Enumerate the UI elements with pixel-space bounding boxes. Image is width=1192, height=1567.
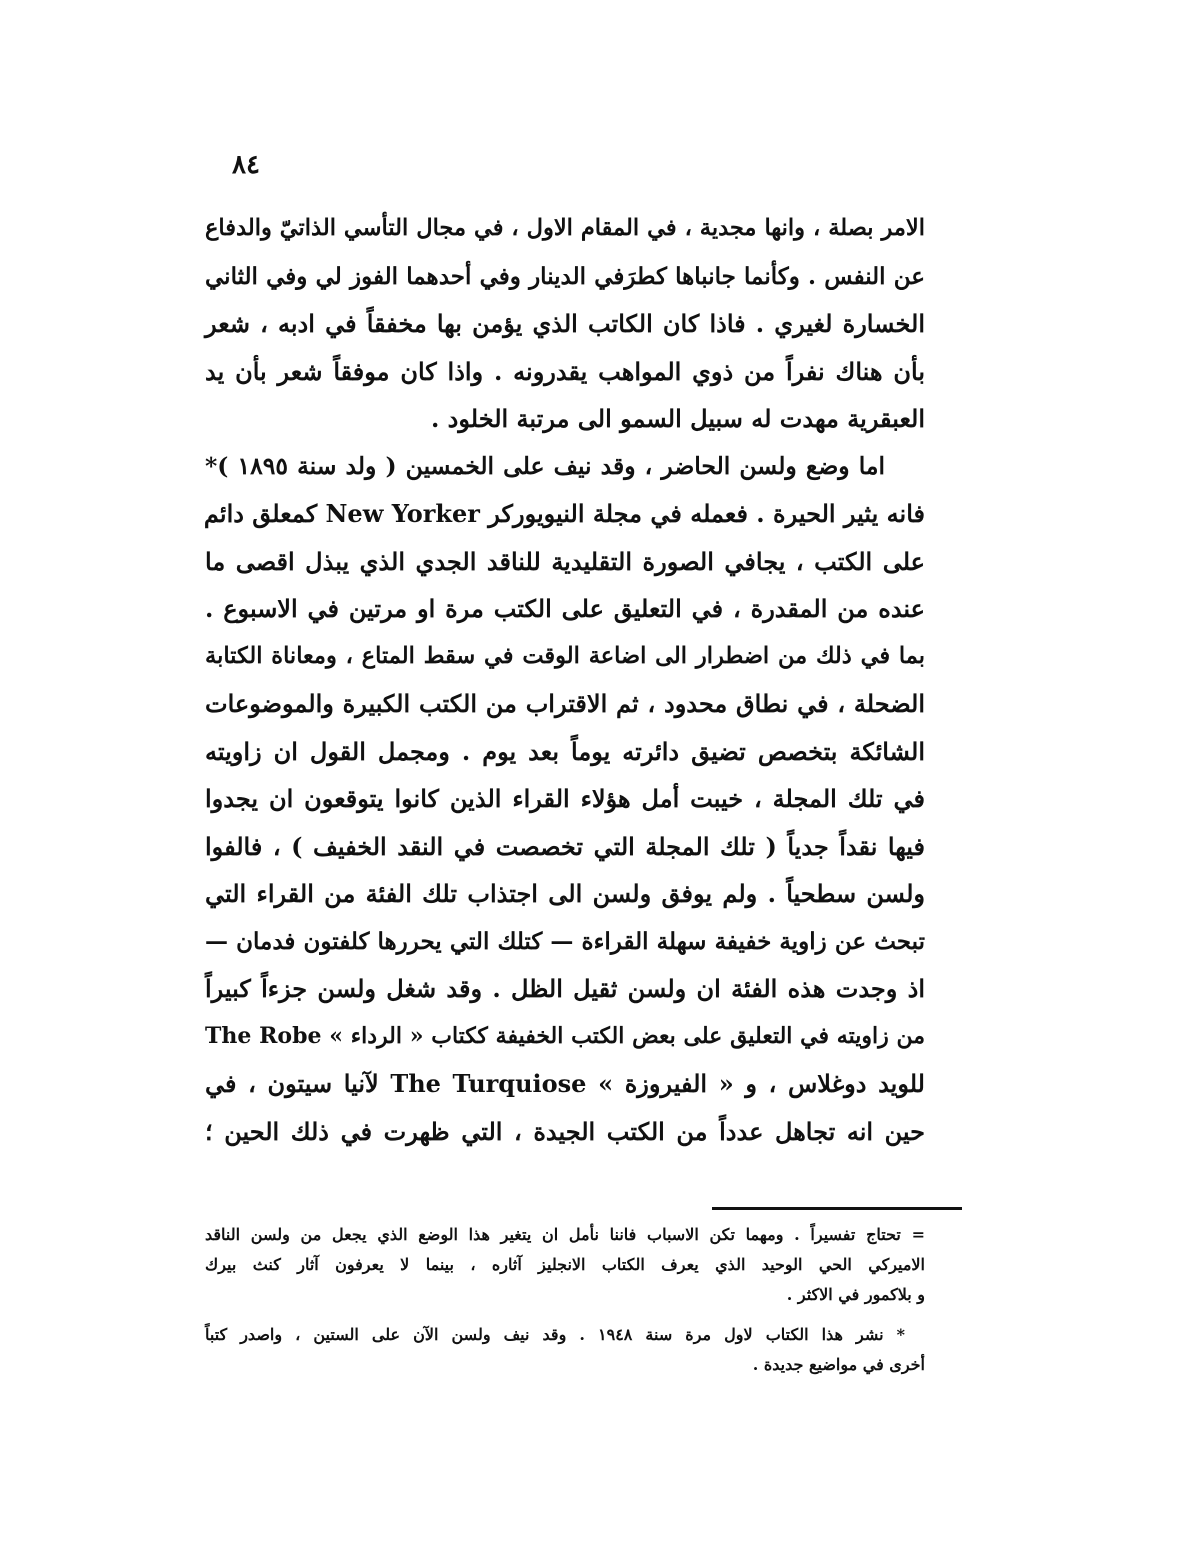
text-line: بأن هناك نفراً من ذوي المواهب يقدرونه . واذا كان موفقاً شعر بأن يد [205, 356, 925, 386]
footnote-divider [712, 1207, 962, 1210]
text-line: عنده من المقدرة ، في التعليق على الكتب مرة او مرتين في الاسبوع . [205, 594, 925, 623]
text-line: الخسارة لغيري . فاذا كان الكاتب الذي يؤمن بها مخفقاً في ادبه ، شعر [205, 309, 925, 338]
text-line: الشائكة بتخصص تضيق دائرته يوماً بعد يوم . ومجمل القول ان زاويته [205, 736, 925, 766]
body-text [205, 205, 925, 1155]
text-line: ولسن سطحياً . ولم يوفق ولسن الى اجتذاب تلك الفئة من القراء التي [205, 879, 925, 908]
text-line: للويد دوغلاس ، و « الفيروزة » The Turquiose لآنيا سيتون ، في [205, 1069, 925, 1098]
paragraph-1 [205, 205, 925, 443]
text-line: بما في ذلك من اضطرار الى اضاعة الوقت في سقط المتاع ، ومعاناة الكتابة [205, 642, 925, 669]
text-line: من زاويته في التعليق على بعض الكتب الخفيفة ككتاب « الرداء » The Robe [205, 1022, 925, 1049]
text-line: فانه يثير الحيرة . فعمله في مجلة النيويوركر New Yorker كمعلق دائم [203, 499, 925, 528]
footnote-line: = تحتاج تفسيراً . ومهما تكن الاسباب فاننا نأمل ان يتغير هذا الوضع الذي يجعل من ولسن الناقد [205, 1225, 925, 1244]
text-line: في تلك المجلة ، خيبت أمل هؤلاء القراء الذين كانوا يتوقعون ان يجدوا [205, 784, 925, 813]
paragraph-2 [205, 443, 925, 1156]
text-line: فيها نقداً جدياً ( تلك المجلة التي تخصصت في النقد الخفيف ) ، فالفوا [205, 831, 925, 861]
text-line: تبحث عن زاوية خفيفة سهلة القراءة — كتلك التي يحررها كلفتون فدمان — [205, 927, 925, 955]
text-line: اذ وجدت هذه الفئة ان ولسن ثقيل الظل . وقد شغل ولسن جزءاً كبيراً [205, 974, 925, 1003]
footnote-continued [205, 1220, 925, 1310]
text-line: الضحلة ، في نطاق محدود ، ثم الاقتراب من الكتب الكبيرة والموضوعات [205, 689, 925, 718]
footnote-line: أخرى في مواضيع جديدة . [752, 1355, 925, 1374]
text-line: اما وضع ولسن الحاضر ، وقد نيف على الخمسين ( ولد سنة ١٨٩٥ )* [205, 451, 885, 480]
footnotes [205, 1220, 925, 1380]
page-number: ٨٤ [232, 150, 260, 180]
footnote-line: الاميركي الحي الوحيد الذي يعرف الكتاب الانجليز آثاره ، بينما لا يعرفون آثار كنث بيرك [205, 1255, 925, 1274]
footnote-line: و بلاكمور في الاكثر . [786, 1285, 925, 1304]
text-line: على الكتب ، يجافي الصورة التقليدية للناقد الجدي الذي يبذل اقصى ما [205, 546, 925, 576]
text-line: الامر بصلة ، وانها مجدية ، في المقام الاول ، في مجال التأسي الذاتيّ والدفاع [205, 215, 925, 241]
footnote-line: * نشر هذا الكتاب لاول مرة سنة ١٩٤٨ . وقد نيف ولسن الآن على الستين ، واصدر كتباً [205, 1325, 906, 1344]
text-line: العبقرية مهدت له سبيل السمو الى مرتبة الخلود . [430, 404, 925, 433]
text-line: عن النفس . وكأنما جانباها كطرَفي الدينار وفي أحدهما الفوز لي وفي الثاني [205, 262, 925, 290]
text-line: حين انه تجاهل عدداً من الكتب الجيدة ، التي ظهرت في ذلك الحين ؛ [205, 1116, 925, 1146]
footnote-asterisk [205, 1320, 925, 1380]
